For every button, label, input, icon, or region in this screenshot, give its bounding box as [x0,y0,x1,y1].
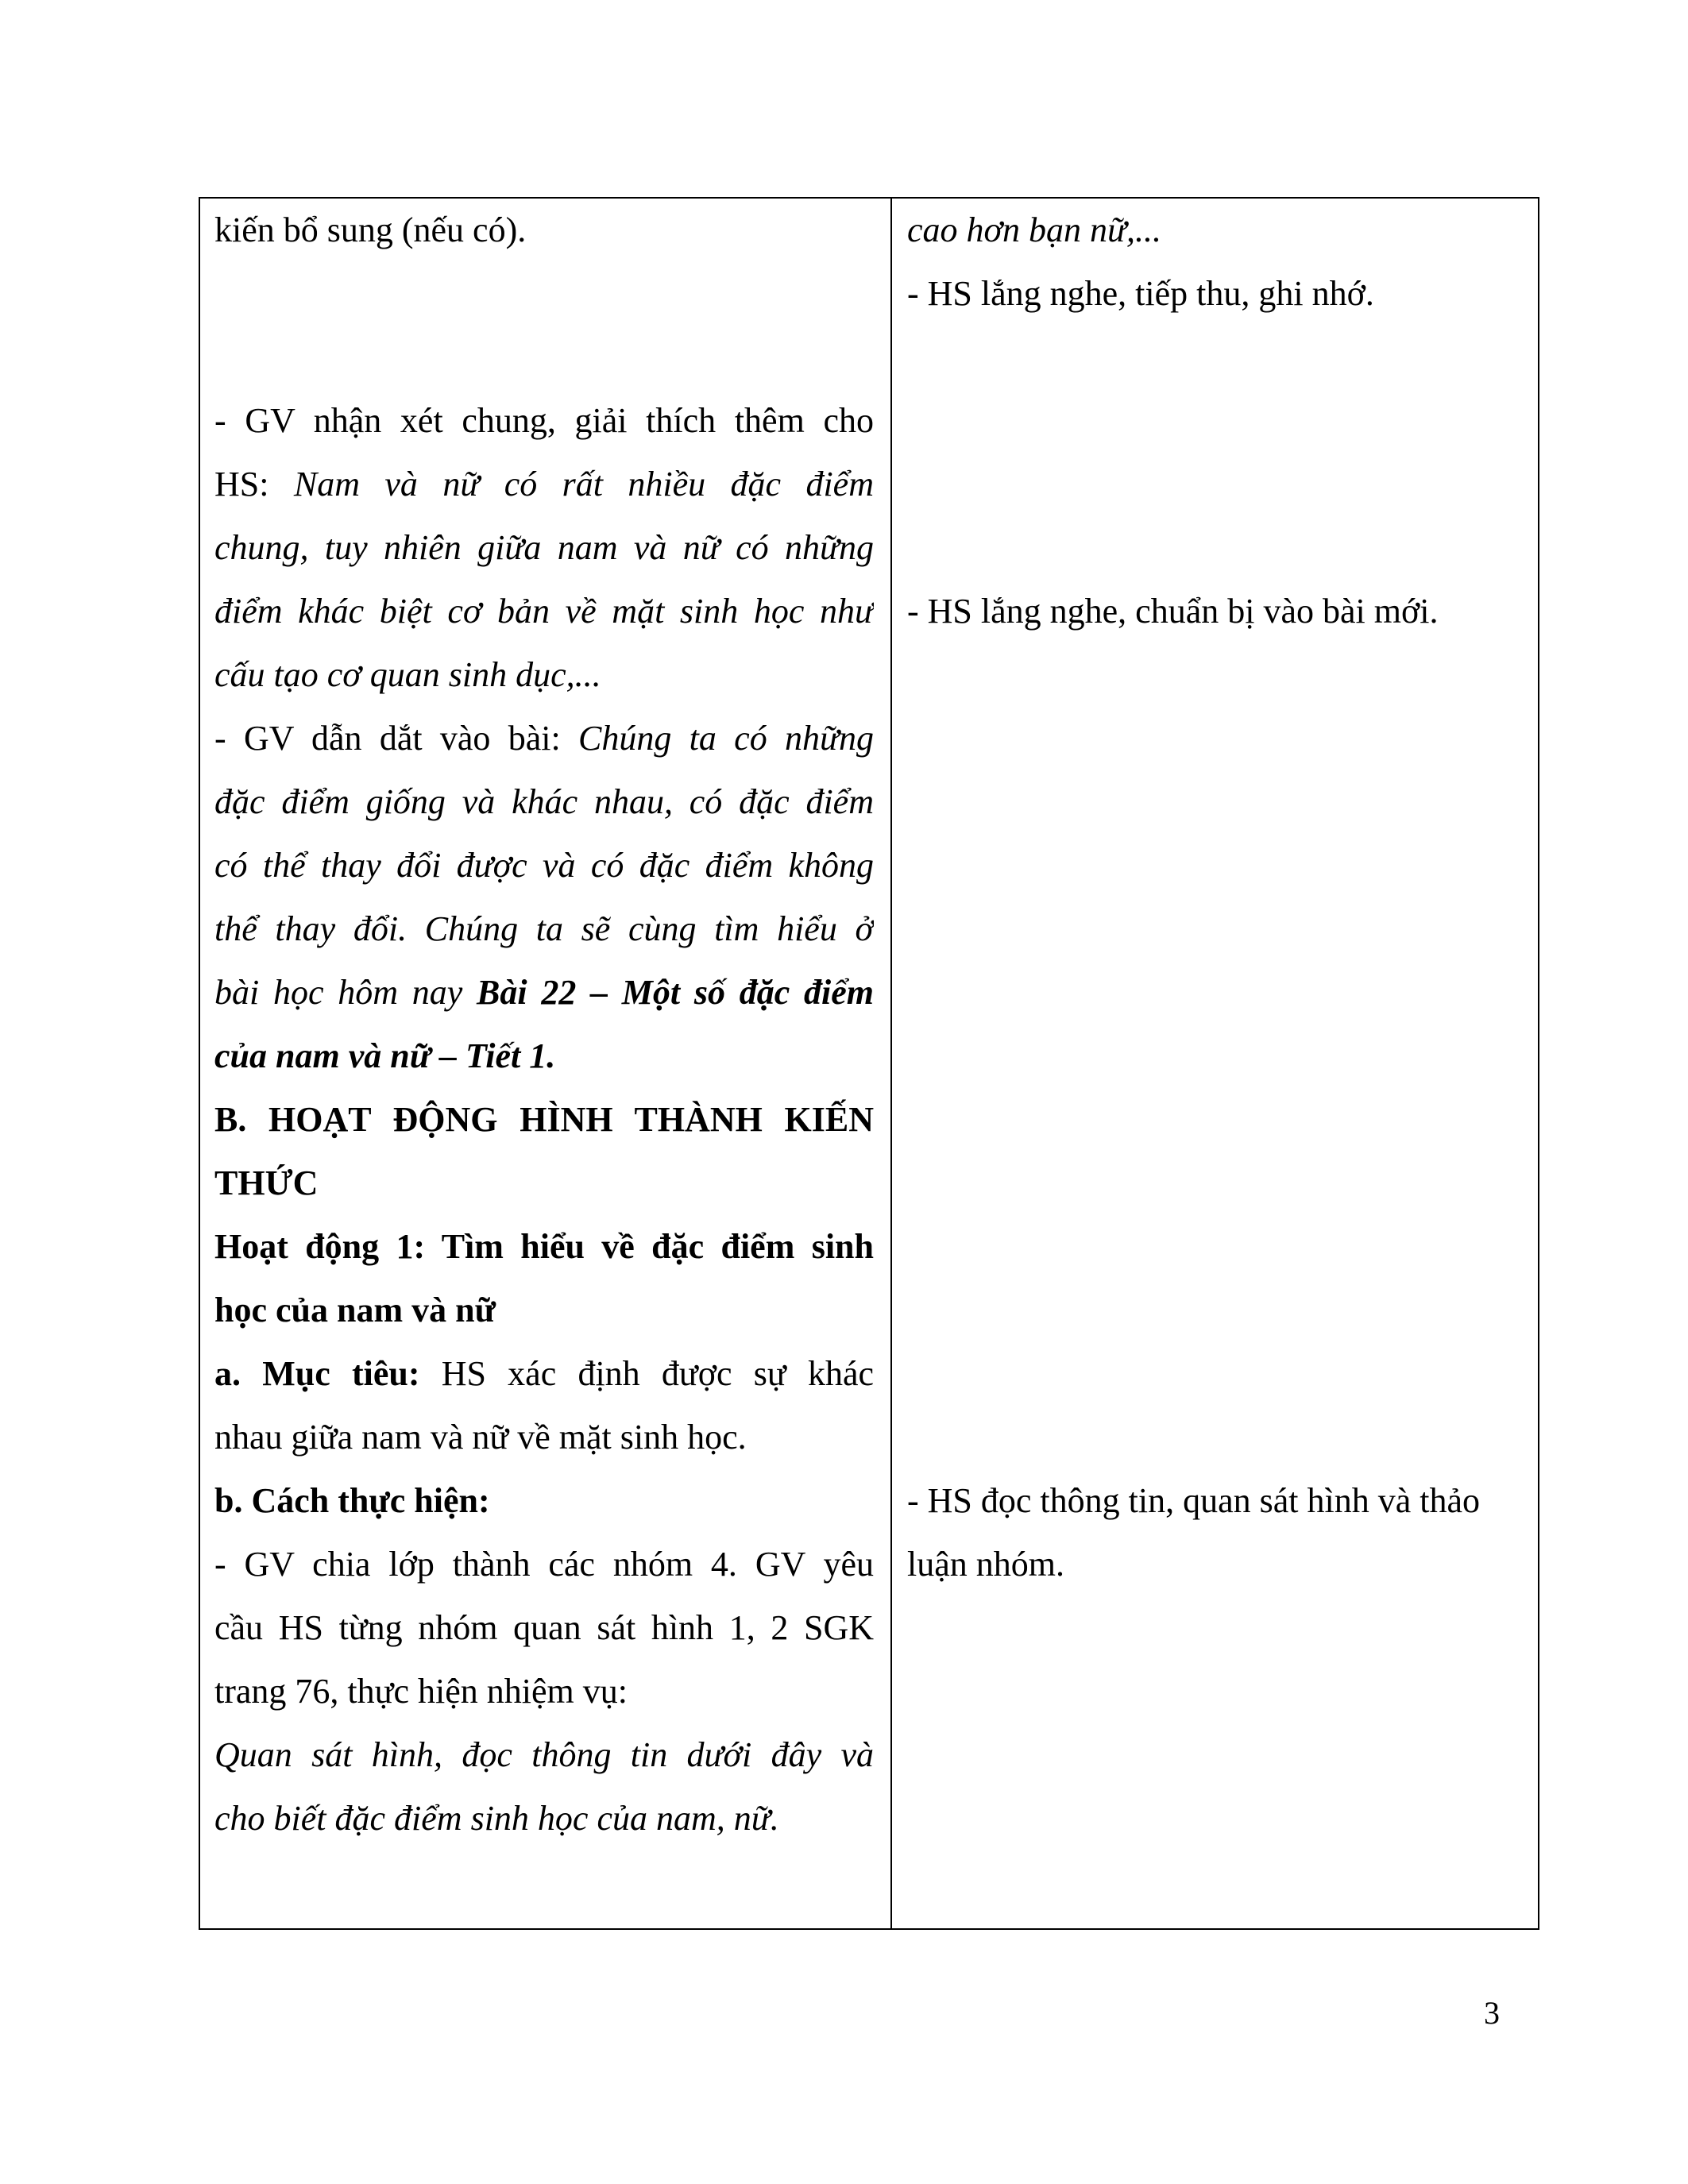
right-line-3: - HS đọc thông tin, quan sát hình và thảo [907,1481,1481,1520]
method-heading: b. Cách thực hiện: [214,1481,490,1520]
left-line-5: cấu tạo cơ quan sinh dục,... [214,655,601,694]
right-line-1: - HS lắng nghe, tiếp thu, ghi nhớ. [907,274,1374,313]
left-line-10-italic: bài học hôm nay [214,973,477,1012]
objective-line-cont: nhau giữa nam và nữ về mặt sinh học. [214,1418,747,1457]
left-line-2 [214,453,874,516]
left-line-8: có thể thay đổi được và có đặc điểm không [214,846,874,885]
objective-label: a. Mục tiêu: [214,1354,420,1393]
left-line-10 [214,961,874,1024]
activity-1-title-cont: học của nam và nữ [214,1291,496,1329]
objective-text: HS xác định được sự khác [419,1354,874,1393]
left-line-2-prefix: HS: [214,465,294,504]
left-line-6-italic: Chúng ta có những [578,719,874,758]
left-line-20: cầu HS từng nhóm quan sát hình 1, 2 SGK [214,1608,874,1647]
left-line-1: - GV nhận xét chung, giải thích thêm cho [214,401,874,440]
right-line-0: cao hơn bạn nữ,... [907,210,1162,249]
left-line-22: Quan sát hình, đọc thông tin dưới đây và [214,1735,874,1774]
left-line-10-bold: Bài 22 – Một số đặc điểm [477,973,874,1012]
page-number: 3 [1484,1995,1500,2031]
section-heading-b: B. HOẠT ĐỘNG HÌNH THÀNH KIẾN [214,1100,874,1139]
left-line-4: điểm khác biệt cơ bản về mặt sinh học như [214,592,874,631]
section-heading-b-cont: THỨC [214,1163,319,1202]
left-line-7: đặc điểm giống và khác nhau, có đặc điểm [214,782,874,821]
left-line-21: trang 76, thực hiện nhiệm vụ: [214,1672,628,1711]
right-line-2: - HS lắng nghe, chuẩn bị vào bài mới. [907,592,1439,631]
lesson-table [199,197,1539,1930]
left-line-6 [214,707,874,770]
objective-line [214,1342,874,1406]
column-divider [890,199,892,1928]
activity-1-title: Hoạt động 1: Tìm hiểu về đặc điểm sinh [214,1227,874,1266]
left-line-3: chung, tuy nhiên giữa nam và nữ có những [214,528,874,567]
right-line-4: luận nhóm. [907,1545,1064,1584]
left-line-6-prefix: - GV dẫn dắt vào bài: [214,719,578,758]
left-line-19: - GV chia lớp thành các nhóm 4. GV yêu [214,1545,874,1584]
left-line-9: thể thay đổi. Chúng ta sẽ cùng tìm hiểu ở [214,909,874,948]
left-line-0: kiến bổ sung (nếu có). [214,210,527,249]
left-line-11: của nam và nữ – Tiết 1. [214,1036,556,1075]
left-line-2-italic: Nam và nữ có rất nhiều đặc điểm [293,465,874,504]
left-line-23: cho biết đặc điểm sinh học của nam, nữ. [214,1799,779,1838]
